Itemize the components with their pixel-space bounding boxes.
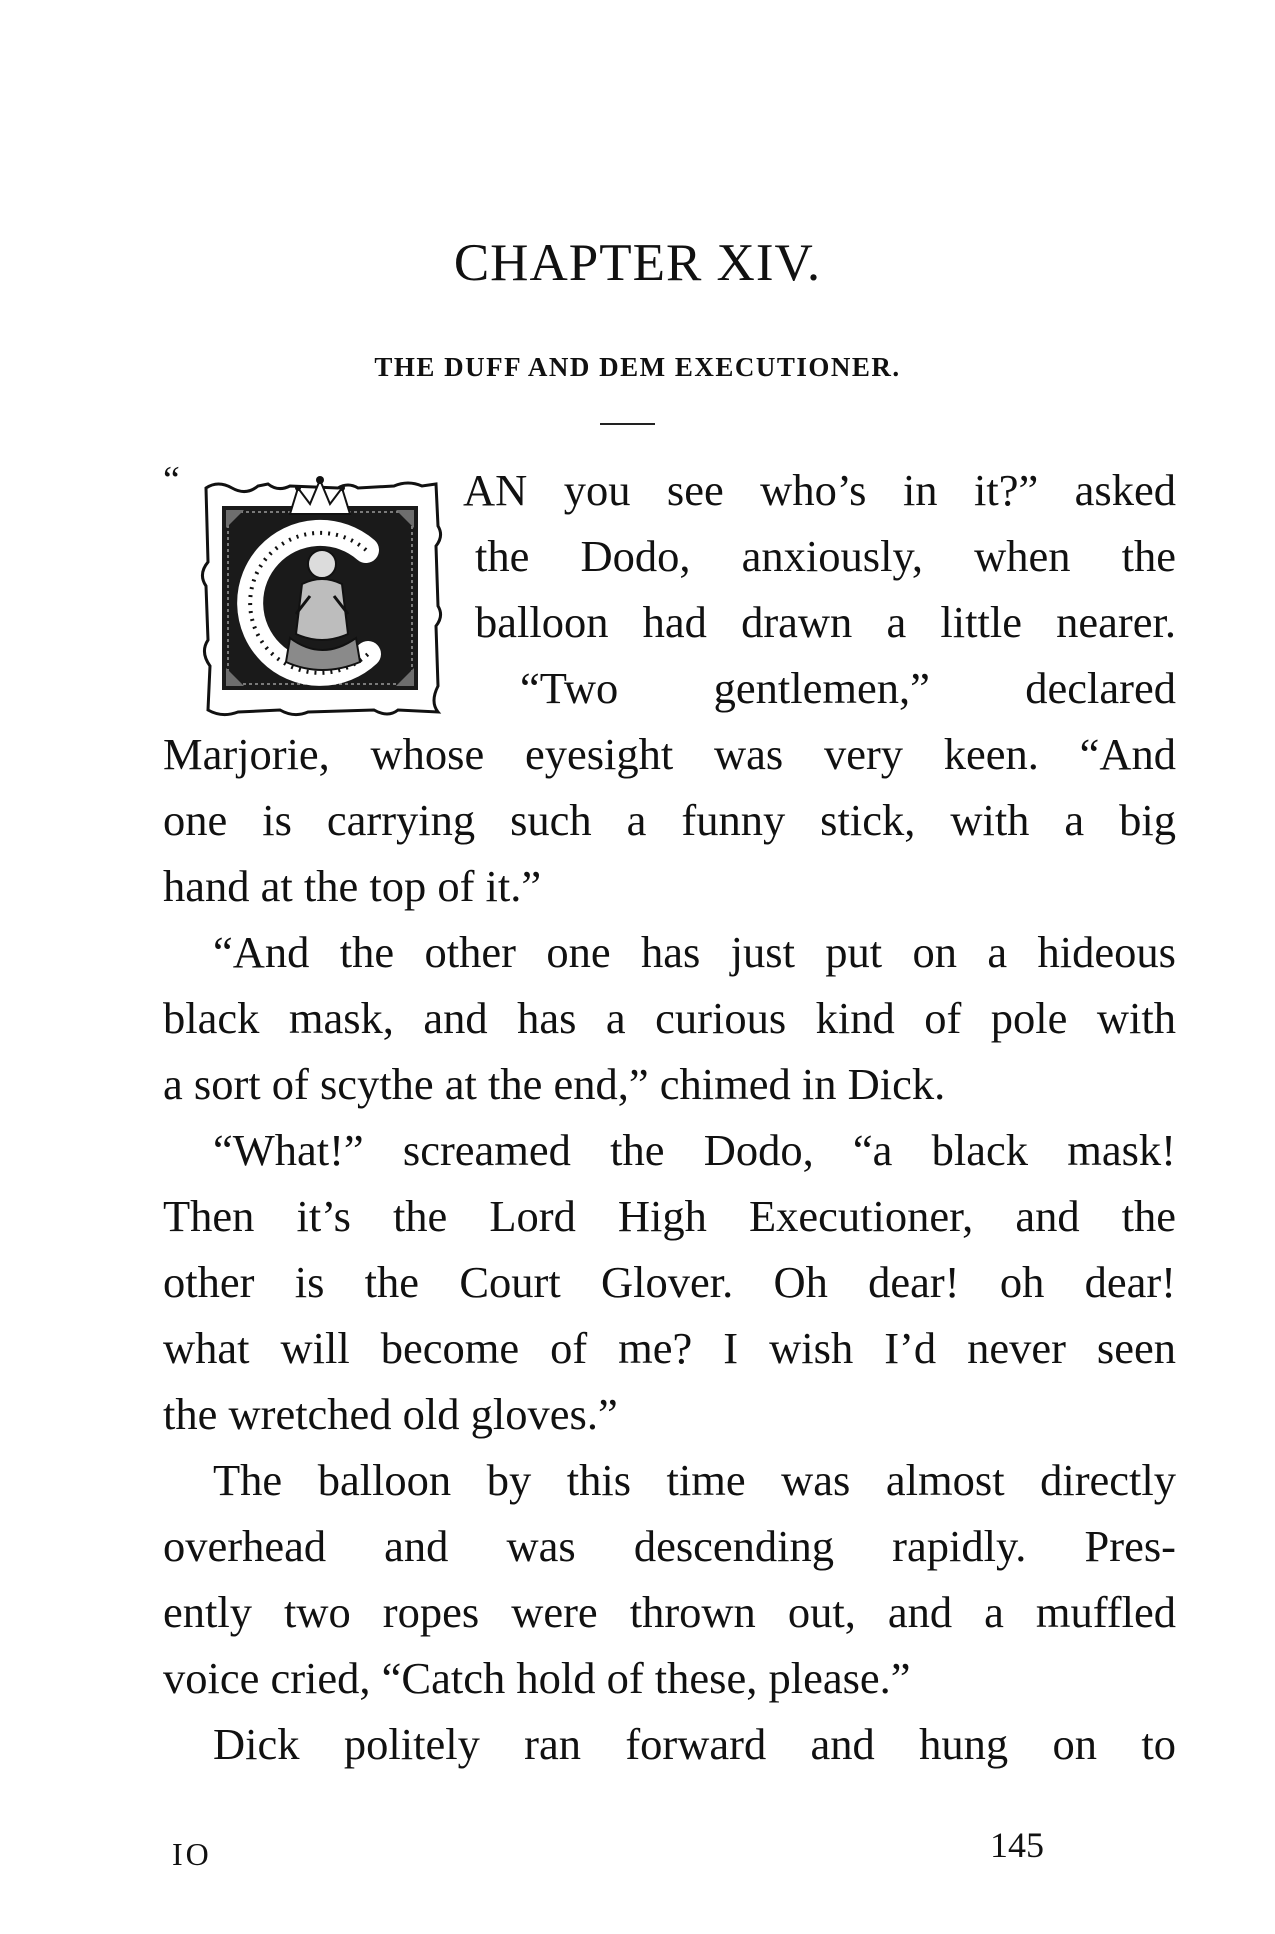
text-line: ently two ropes were thrown out, and a muffled [163, 1587, 1176, 1637]
text-line: Then it’s the Lord High Executioner, and the [163, 1191, 1176, 1241]
title-divider [600, 423, 655, 425]
text-line: AN you see who’s in it?” asked [463, 465, 1176, 515]
text-line: overhead and was descending rapidly. Pres- [163, 1521, 1176, 1571]
text-line: “What!” screamed the Dodo, “a black mask! [213, 1125, 1176, 1175]
text-line: “And the other one has just put on a hideous [213, 927, 1176, 977]
text-line: The balloon by this time was almost directly [213, 1455, 1176, 1505]
text-line: what will become of me? I wish I’d never seen [163, 1323, 1176, 1373]
chapter-title: CHAPTER XIV. [453, 234, 822, 292]
text-line: Dick politely ran forward and hung on to [213, 1719, 1176, 1769]
text-line: Marjorie, whose eyesight was very keen. “And [163, 729, 1176, 779]
ornate-letter-c-icon [198, 466, 448, 724]
page-number: 145 [990, 1825, 1044, 1865]
text-line: black mask, and has a curious kind of pole with [163, 993, 1176, 1043]
text-line: one is carrying such a funny stick, with a big [163, 795, 1176, 845]
text-line: a sort of scythe at the end,” chimed in Dick. [163, 1059, 946, 1109]
chapter-subtitle: THE DUFF AND DEM EXECUTIONER. [374, 352, 901, 382]
text-line: other is the Court Glover. Oh dear! oh dear! [163, 1257, 1176, 1307]
text-line: the wretched old gloves.” [163, 1389, 618, 1439]
text-line: the Dodo, anxiously, when the [475, 531, 1176, 581]
text-line: “Two gentlemen,” declared [520, 663, 1176, 713]
text-line: voice cried, “Catch hold of these, please.” [163, 1653, 911, 1703]
opening-quote-mark: “ [163, 459, 180, 501]
text-line: balloon had drawn a little nearer. [475, 597, 1176, 647]
text-line: hand at the top of it.” [163, 861, 542, 911]
signature-mark: IO [172, 1836, 212, 1872]
